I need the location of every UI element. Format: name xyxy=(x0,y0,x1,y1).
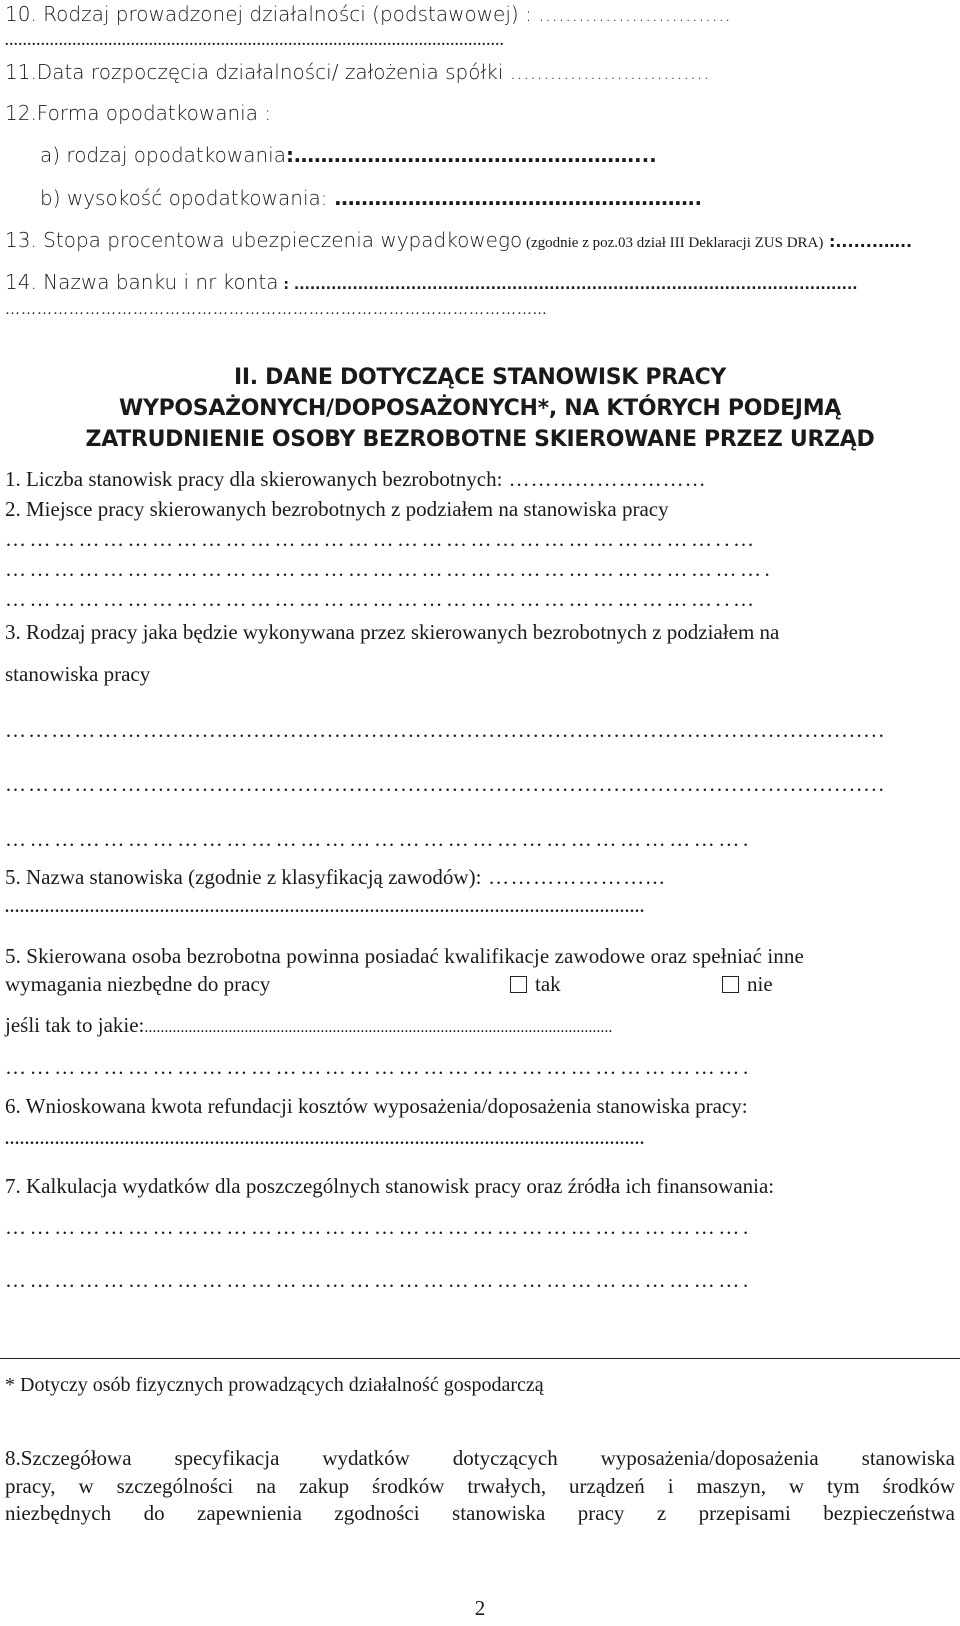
item-13-note: (zgodnie z poz.03 dział III Deklaracji ZUS DRA) xyxy=(522,235,824,251)
item-12a-label: a) rodzaj opodatkowania xyxy=(40,143,286,167)
question-5-position-fill-line[interactable]: ................................................................................................................................ xyxy=(5,899,645,916)
question-2-fill-line-1[interactable]: ……………………………………………………………………………..… xyxy=(5,527,758,551)
item-12b-fill[interactable]: ………………………………………………. xyxy=(327,186,703,210)
question-2-fill-line-2[interactable]: …………………………………………………………………………………. xyxy=(5,557,774,581)
item-12a xyxy=(40,143,657,167)
section-2-heading-line-3: ZATRUDNIENIE OSOBY BEZROBOTNE SKIEROWANE PRZEZ URZĄD xyxy=(85,427,875,452)
question-5-if-yes-label: jeśli tak to jakie: xyxy=(5,1013,145,1037)
question-6: 6. Wnioskowana kwota refundacji kosztów wyposażenia/doposażenia stanowiska pracy: xyxy=(5,1094,748,1118)
checkbox-yes[interactable] xyxy=(510,976,527,993)
item-12b xyxy=(40,186,702,210)
checkbox-no[interactable] xyxy=(722,976,739,993)
page-number: 2 xyxy=(474,1596,486,1620)
section-2-heading-line-1: II. DANE DOTYCZĄCE STANOWISK PRACY xyxy=(233,365,727,390)
question-3-fill-line-1[interactable]: ………………..................................................................................................... xyxy=(5,718,886,742)
question-7: 7. Kalkulacja wydatków dla poszczególnych stanowisk pracy oraz źródła ich finansowania: xyxy=(5,1174,775,1198)
item-14-label: 14. Nazwa banku i nr konta xyxy=(5,270,279,294)
item-13-fill[interactable]: :........….. xyxy=(823,232,913,251)
option-yes[interactable] xyxy=(510,972,561,997)
question-5-if-yes-fill-line[interactable]: ………………………………………………………………………………. xyxy=(5,1055,752,1079)
item-12: 12.Forma opodatkowania : xyxy=(5,101,272,125)
option-no-label: nie xyxy=(747,972,773,996)
question-8-line-2: pracy, w szczególności na zakup środków trwałych, urządzeń i maszyn, w tym środków xyxy=(5,1474,955,1498)
question-6-fill-line[interactable]: ................................................................................................................................ xyxy=(5,1131,645,1148)
section-2-heading-line-2: WYPOSAŻONYCH/DOPOSAŻONYCH*, NA KTÓRYCH PODEJMĄ xyxy=(118,396,842,421)
item-12b-label: b) wysokość opodatkowania: xyxy=(40,186,328,210)
question-3-line-2: stanowiska pracy xyxy=(5,662,151,686)
item-11: 11.Data rozpoczęcia działalności/ założenia spółki ………………………… xyxy=(5,60,710,84)
question-2: 2. Miejsce pracy skierowanych bezrobotnych z podziałem na stanowiska pracy xyxy=(5,497,669,521)
question-3-line-1: 3. Rodzaj pracy jaka będzie wykonywana przez skierowanych bezrobotnych z podziałem na xyxy=(5,620,780,644)
question-8-line-3: niezbędnych do zapewnienia zgodności stanowiska pracy z przepisami bezpieczeństwa xyxy=(5,1501,955,1525)
question-5-qualifications-line-1: 5. Skierowana osoba bezrobotna powinna posiadać kwalifikacje zawodowe oraz spełniać inne xyxy=(5,944,804,968)
item-10-fill-line[interactable]: ............................................................................................................... xyxy=(5,34,505,49)
item-12a-fill[interactable]: :……………………………………………... xyxy=(285,143,657,167)
question-5-position xyxy=(5,865,666,890)
item-10 xyxy=(5,2,731,26)
option-no[interactable] xyxy=(722,972,773,997)
question-1 xyxy=(5,467,707,492)
question-5-position-label: 5. Nazwa stanowiska (zgodnie z klasyfikacją zawodów): xyxy=(5,865,482,889)
question-1-fill[interactable]: ……………………… xyxy=(502,467,707,491)
question-7-fill-line-2[interactable]: ………………………………………………………………………………. xyxy=(5,1268,752,1292)
question-2-fill-line-3[interactable]: ……………………………………………………………………………..… xyxy=(5,587,758,611)
item-14-fill[interactable]: : .......................................................................................................... xyxy=(278,277,858,293)
question-5-qualifications-line-2: wymagania niezbędne do pracy xyxy=(5,972,271,996)
question-1-label: 1. Liczba stanowisk pracy dla skierowanych bezrobotnych: xyxy=(5,467,503,491)
item-14 xyxy=(5,270,858,294)
item-13 xyxy=(5,228,912,252)
option-yes-label: tak xyxy=(535,972,561,996)
question-7-fill-line-1[interactable]: ………………………………………………………………………………. xyxy=(5,1215,752,1239)
footnote-separator xyxy=(0,1358,960,1359)
question-3-fill-line-2[interactable]: ………………..................................................................................................... xyxy=(5,772,886,796)
question-5-if-yes-fill[interactable]: ..................................................................................................................... xyxy=(144,1019,613,1036)
item-14-fill-line[interactable]: ………………………………………………………………………………………... xyxy=(5,302,548,318)
question-3-fill-line-3[interactable]: ………………………………………………………………………………. xyxy=(5,827,752,851)
item-10-text: 10. Rodzaj prowadzonej działalności (podstawowej) : ……………………….. xyxy=(5,2,731,26)
footnote: * Dotyczy osób fizycznych prowadzących działalność gospodarczą xyxy=(5,1374,544,1396)
question-8-line-1: 8.Szczegółowa specyfikacja wydatków dotyczących wyposażenia/doposażenia stanowiska xyxy=(5,1446,955,1470)
question-5-if-yes xyxy=(5,1013,612,1038)
question-5-position-fill[interactable]: …………………... xyxy=(481,865,666,889)
item-13-label: 13. Stopa procentowa ubezpieczenia wypadkowego xyxy=(5,228,523,252)
